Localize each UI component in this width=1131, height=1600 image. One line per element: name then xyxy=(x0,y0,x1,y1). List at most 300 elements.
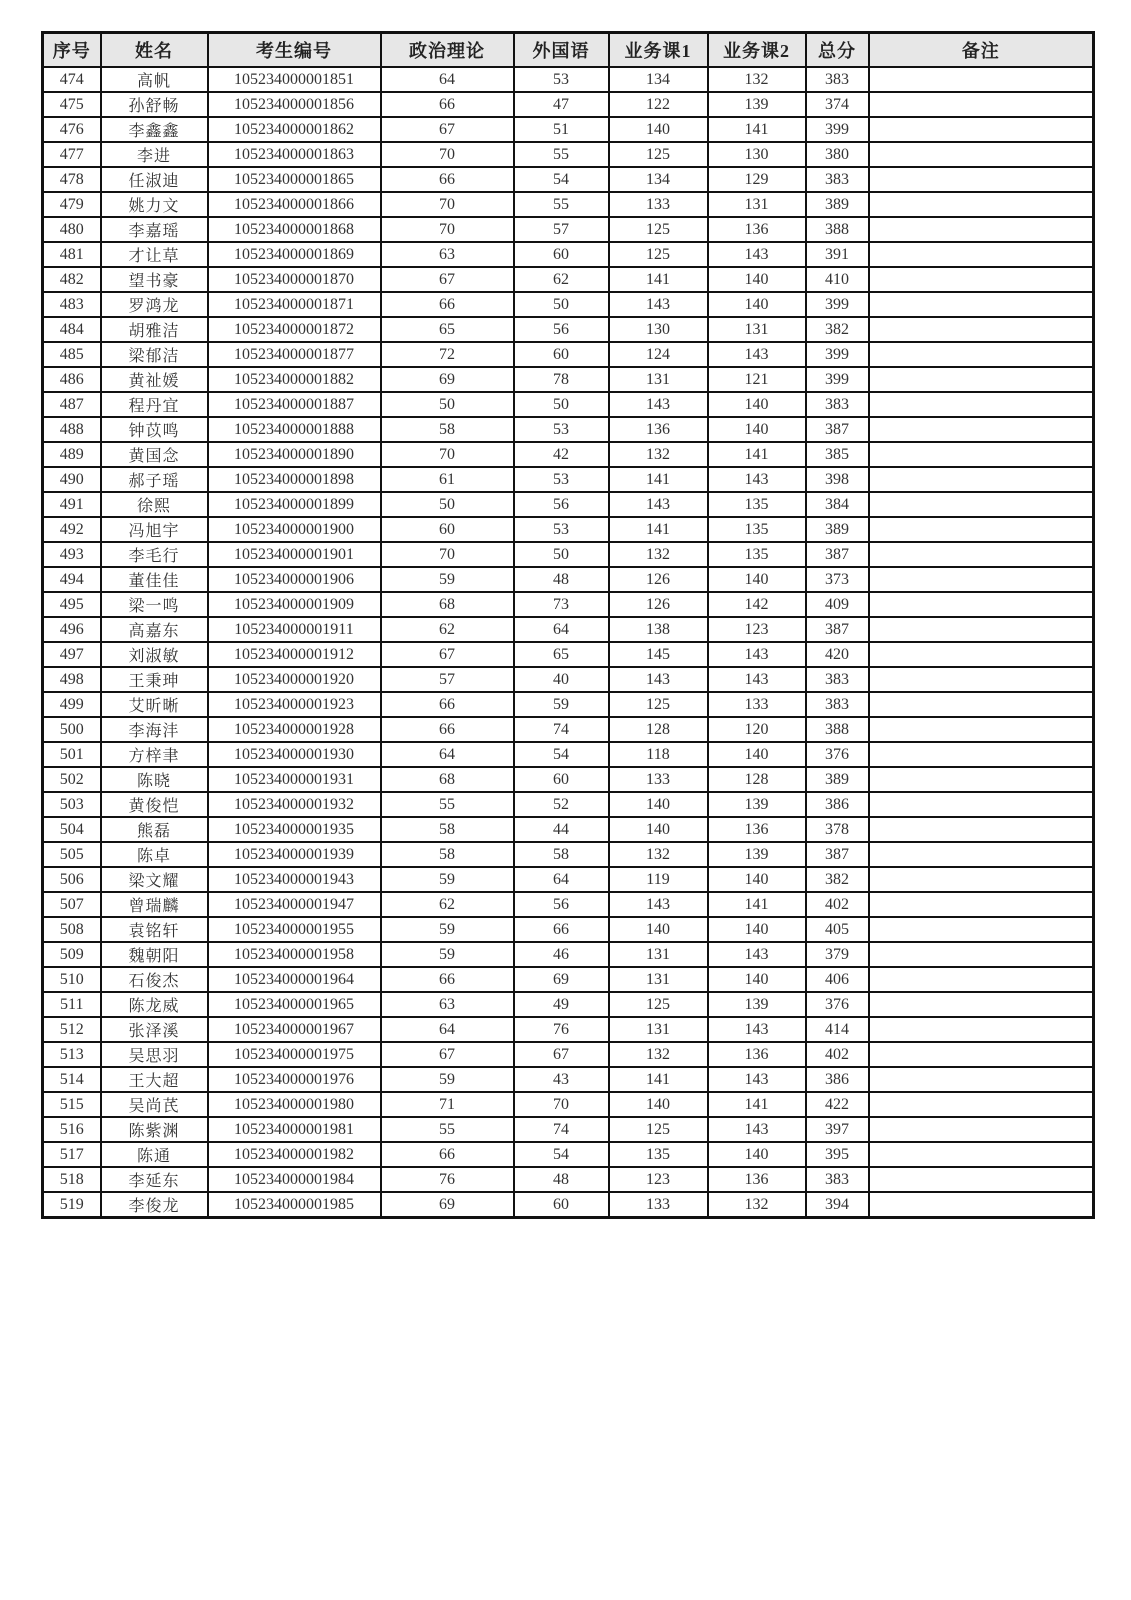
cell-remark xyxy=(869,992,1094,1017)
cell-candidate_id: 105234000001928 xyxy=(208,717,381,742)
cell-course1: 145 xyxy=(609,642,708,667)
table-row xyxy=(43,1067,1094,1092)
cell-foreign_lang: 40 xyxy=(514,667,609,692)
cell-total: 394 xyxy=(806,1192,869,1218)
cell-name: 李鑫鑫 xyxy=(101,117,208,142)
cell-name: 曾瑞麟 xyxy=(101,892,208,917)
cell-foreign_lang: 57 xyxy=(514,217,609,242)
cell-course1: 122 xyxy=(609,92,708,117)
cell-remark xyxy=(869,242,1094,267)
table-row xyxy=(43,667,1094,692)
cell-foreign_lang: 42 xyxy=(514,442,609,467)
cell-course2: 136 xyxy=(708,817,806,842)
cell-remark xyxy=(869,192,1094,217)
cell-course2: 140 xyxy=(708,742,806,767)
cell-foreign_lang: 70 xyxy=(514,1092,609,1117)
cell-course2: 135 xyxy=(708,542,806,567)
cell-candidate_id: 105234000001870 xyxy=(208,267,381,292)
cell-total: 399 xyxy=(806,117,869,142)
cell-remark xyxy=(869,1192,1094,1218)
cell-foreign_lang: 73 xyxy=(514,592,609,617)
cell-total: 387 xyxy=(806,842,869,867)
table-row xyxy=(43,492,1094,517)
cell-course1: 141 xyxy=(609,467,708,492)
cell-course2: 136 xyxy=(708,1042,806,1067)
cell-foreign_lang: 54 xyxy=(514,742,609,767)
table-row xyxy=(43,567,1094,592)
table-row xyxy=(43,817,1094,842)
cell-candidate_id: 105234000001943 xyxy=(208,867,381,892)
cell-course1: 133 xyxy=(609,1192,708,1218)
cell-name: 刘淑敏 xyxy=(101,642,208,667)
cell-name: 姚力文 xyxy=(101,192,208,217)
cell-seq: 494 xyxy=(43,567,101,592)
cell-course1: 119 xyxy=(609,867,708,892)
cell-foreign_lang: 58 xyxy=(514,842,609,867)
cell-course2: 131 xyxy=(708,317,806,342)
cell-seq: 497 xyxy=(43,642,101,667)
cell-foreign_lang: 46 xyxy=(514,942,609,967)
cell-seq: 486 xyxy=(43,367,101,392)
table-row xyxy=(43,642,1094,667)
cell-seq: 502 xyxy=(43,767,101,792)
cell-foreign_lang: 64 xyxy=(514,867,609,892)
cell-name: 黄国念 xyxy=(101,442,208,467)
cell-politics: 70 xyxy=(381,217,514,242)
cell-candidate_id: 105234000001901 xyxy=(208,542,381,567)
cell-course2: 128 xyxy=(708,767,806,792)
cell-foreign_lang: 69 xyxy=(514,967,609,992)
cell-name: 董佳佳 xyxy=(101,567,208,592)
cell-course1: 140 xyxy=(609,117,708,142)
cell-seq: 483 xyxy=(43,292,101,317)
cell-course2: 140 xyxy=(708,867,806,892)
cell-foreign_lang: 60 xyxy=(514,1192,609,1218)
cell-course2: 140 xyxy=(708,967,806,992)
cell-seq: 500 xyxy=(43,717,101,742)
column-header-politics: 政治理论 xyxy=(381,33,514,68)
cell-politics: 70 xyxy=(381,192,514,217)
cell-total: 383 xyxy=(806,167,869,192)
table-row xyxy=(43,717,1094,742)
cell-course2: 123 xyxy=(708,617,806,642)
cell-candidate_id: 105234000001930 xyxy=(208,742,381,767)
cell-total: 420 xyxy=(806,642,869,667)
table-row xyxy=(43,767,1094,792)
cell-candidate_id: 105234000001931 xyxy=(208,767,381,792)
cell-total: 414 xyxy=(806,1017,869,1042)
cell-politics: 67 xyxy=(381,117,514,142)
cell-politics: 59 xyxy=(381,567,514,592)
cell-candidate_id: 105234000001985 xyxy=(208,1192,381,1218)
cell-seq: 481 xyxy=(43,242,101,267)
cell-seq: 518 xyxy=(43,1167,101,1192)
cell-seq: 505 xyxy=(43,842,101,867)
cell-total: 387 xyxy=(806,417,869,442)
cell-politics: 62 xyxy=(381,892,514,917)
cell-name: 陈通 xyxy=(101,1142,208,1167)
table-row xyxy=(43,392,1094,417)
cell-total: 422 xyxy=(806,1092,869,1117)
cell-politics: 69 xyxy=(381,1192,514,1218)
cell-candidate_id: 105234000001912 xyxy=(208,642,381,667)
cell-remark xyxy=(869,792,1094,817)
cell-name: 陈卓 xyxy=(101,842,208,867)
table-row xyxy=(43,917,1094,942)
cell-course1: 140 xyxy=(609,917,708,942)
cell-remark xyxy=(869,892,1094,917)
cell-candidate_id: 105234000001911 xyxy=(208,617,381,642)
table-row xyxy=(43,417,1094,442)
cell-remark xyxy=(869,592,1094,617)
cell-name: 吴思羽 xyxy=(101,1042,208,1067)
cell-course1: 131 xyxy=(609,967,708,992)
cell-remark xyxy=(869,642,1094,667)
cell-name: 孙舒畅 xyxy=(101,92,208,117)
cell-foreign_lang: 76 xyxy=(514,1017,609,1042)
table-row xyxy=(43,292,1094,317)
cell-total: 389 xyxy=(806,517,869,542)
cell-total: 374 xyxy=(806,92,869,117)
cell-course2: 139 xyxy=(708,992,806,1017)
cell-foreign_lang: 51 xyxy=(514,117,609,142)
cell-course1: 125 xyxy=(609,692,708,717)
cell-candidate_id: 105234000001955 xyxy=(208,917,381,942)
cell-seq: 478 xyxy=(43,167,101,192)
cell-remark xyxy=(869,542,1094,567)
cell-remark xyxy=(869,742,1094,767)
cell-name: 程丹宜 xyxy=(101,392,208,417)
cell-total: 399 xyxy=(806,292,869,317)
cell-course2: 140 xyxy=(708,417,806,442)
cell-foreign_lang: 43 xyxy=(514,1067,609,1092)
cell-course1: 140 xyxy=(609,817,708,842)
cell-total: 387 xyxy=(806,617,869,642)
cell-seq: 514 xyxy=(43,1067,101,1092)
cell-candidate_id: 105234000001981 xyxy=(208,1117,381,1142)
cell-course2: 135 xyxy=(708,517,806,542)
table-row xyxy=(43,1092,1094,1117)
cell-course1: 132 xyxy=(609,442,708,467)
cell-candidate_id: 105234000001865 xyxy=(208,167,381,192)
cell-remark xyxy=(869,1117,1094,1142)
cell-name: 张泽溪 xyxy=(101,1017,208,1042)
cell-course2: 142 xyxy=(708,592,806,617)
cell-politics: 64 xyxy=(381,742,514,767)
cell-course2: 135 xyxy=(708,492,806,517)
cell-candidate_id: 105234000001923 xyxy=(208,692,381,717)
cell-candidate_id: 105234000001899 xyxy=(208,492,381,517)
cell-name: 李毛行 xyxy=(101,542,208,567)
cell-seq: 479 xyxy=(43,192,101,217)
cell-remark xyxy=(869,692,1094,717)
cell-course2: 130 xyxy=(708,142,806,167)
cell-course2: 143 xyxy=(708,242,806,267)
cell-total: 395 xyxy=(806,1142,869,1167)
cell-seq: 503 xyxy=(43,792,101,817)
cell-course2: 139 xyxy=(708,792,806,817)
cell-remark xyxy=(869,492,1094,517)
cell-candidate_id: 105234000001947 xyxy=(208,892,381,917)
cell-seq: 513 xyxy=(43,1042,101,1067)
table-row xyxy=(43,542,1094,567)
table-row xyxy=(43,92,1094,117)
cell-remark xyxy=(869,1017,1094,1042)
cell-candidate_id: 105234000001965 xyxy=(208,992,381,1017)
cell-candidate_id: 105234000001888 xyxy=(208,417,381,442)
cell-remark xyxy=(869,517,1094,542)
cell-course2: 141 xyxy=(708,117,806,142)
cell-seq: 515 xyxy=(43,1092,101,1117)
cell-remark xyxy=(869,417,1094,442)
cell-total: 379 xyxy=(806,942,869,967)
cell-candidate_id: 105234000001868 xyxy=(208,217,381,242)
cell-course2: 143 xyxy=(708,667,806,692)
cell-remark xyxy=(869,317,1094,342)
cell-course2: 143 xyxy=(708,1117,806,1142)
cell-course1: 124 xyxy=(609,342,708,367)
cell-course2: 132 xyxy=(708,67,806,92)
cell-total: 398 xyxy=(806,467,869,492)
cell-total: 406 xyxy=(806,967,869,992)
cell-politics: 58 xyxy=(381,417,514,442)
table-row xyxy=(43,1142,1094,1167)
cell-foreign_lang: 60 xyxy=(514,242,609,267)
cell-candidate_id: 105234000001866 xyxy=(208,192,381,217)
cell-course2: 140 xyxy=(708,567,806,592)
cell-course1: 128 xyxy=(609,717,708,742)
table-row xyxy=(43,117,1094,142)
cell-foreign_lang: 50 xyxy=(514,542,609,567)
cell-remark xyxy=(869,567,1094,592)
cell-politics: 60 xyxy=(381,517,514,542)
cell-foreign_lang: 62 xyxy=(514,267,609,292)
cell-course2: 132 xyxy=(708,1192,806,1218)
cell-candidate_id: 105234000001976 xyxy=(208,1067,381,1092)
cell-candidate_id: 105234000001862 xyxy=(208,117,381,142)
cell-remark xyxy=(869,442,1094,467)
cell-name: 才让草 xyxy=(101,242,208,267)
cell-candidate_id: 105234000001869 xyxy=(208,242,381,267)
cell-candidate_id: 105234000001909 xyxy=(208,592,381,617)
cell-politics: 55 xyxy=(381,792,514,817)
cell-total: 405 xyxy=(806,917,869,942)
cell-name: 熊磊 xyxy=(101,817,208,842)
cell-foreign_lang: 56 xyxy=(514,317,609,342)
cell-course1: 126 xyxy=(609,567,708,592)
cell-foreign_lang: 55 xyxy=(514,192,609,217)
table-row xyxy=(43,617,1094,642)
cell-course2: 131 xyxy=(708,192,806,217)
cell-remark xyxy=(869,92,1094,117)
cell-politics: 58 xyxy=(381,817,514,842)
cell-course1: 125 xyxy=(609,1117,708,1142)
cell-candidate_id: 105234000001882 xyxy=(208,367,381,392)
cell-total: 373 xyxy=(806,567,869,592)
cell-course1: 140 xyxy=(609,792,708,817)
cell-name: 石俊杰 xyxy=(101,967,208,992)
cell-course1: 141 xyxy=(609,267,708,292)
cell-candidate_id: 105234000001975 xyxy=(208,1042,381,1067)
cell-course1: 136 xyxy=(609,417,708,442)
table-row xyxy=(43,942,1094,967)
cell-foreign_lang: 66 xyxy=(514,917,609,942)
table-row xyxy=(43,367,1094,392)
cell-remark xyxy=(869,667,1094,692)
cell-course1: 143 xyxy=(609,667,708,692)
cell-politics: 66 xyxy=(381,717,514,742)
cell-name: 梁文耀 xyxy=(101,867,208,892)
cell-course2: 143 xyxy=(708,1067,806,1092)
cell-course1: 125 xyxy=(609,992,708,1017)
cell-name: 望书豪 xyxy=(101,267,208,292)
column-header-name: 姓名 xyxy=(101,33,208,68)
cell-course2: 143 xyxy=(708,942,806,967)
cell-politics: 64 xyxy=(381,1017,514,1042)
cell-politics: 67 xyxy=(381,267,514,292)
cell-total: 376 xyxy=(806,992,869,1017)
cell-politics: 68 xyxy=(381,767,514,792)
cell-remark xyxy=(869,817,1094,842)
cell-total: 397 xyxy=(806,1117,869,1142)
cell-candidate_id: 105234000001958 xyxy=(208,942,381,967)
cell-foreign_lang: 53 xyxy=(514,467,609,492)
table-row xyxy=(43,442,1094,467)
cell-name: 黄祉媛 xyxy=(101,367,208,392)
cell-seq: 482 xyxy=(43,267,101,292)
cell-foreign_lang: 53 xyxy=(514,517,609,542)
cell-seq: 496 xyxy=(43,617,101,642)
cell-remark xyxy=(869,292,1094,317)
cell-total: 389 xyxy=(806,192,869,217)
cell-foreign_lang: 54 xyxy=(514,1142,609,1167)
cell-remark xyxy=(869,767,1094,792)
cell-course2: 136 xyxy=(708,1167,806,1192)
cell-total: 383 xyxy=(806,67,869,92)
cell-course1: 141 xyxy=(609,517,708,542)
cell-name: 胡雅洁 xyxy=(101,317,208,342)
cell-candidate_id: 105234000001964 xyxy=(208,967,381,992)
table-row xyxy=(43,867,1094,892)
cell-seq: 487 xyxy=(43,392,101,417)
cell-politics: 70 xyxy=(381,542,514,567)
cell-seq: 474 xyxy=(43,67,101,92)
cell-course2: 143 xyxy=(708,1017,806,1042)
cell-politics: 66 xyxy=(381,1142,514,1167)
cell-candidate_id: 105234000001898 xyxy=(208,467,381,492)
cell-course1: 132 xyxy=(609,542,708,567)
cell-seq: 492 xyxy=(43,517,101,542)
cell-course2: 143 xyxy=(708,342,806,367)
cell-politics: 66 xyxy=(381,967,514,992)
cell-politics: 66 xyxy=(381,292,514,317)
cell-course1: 131 xyxy=(609,367,708,392)
table-row xyxy=(43,467,1094,492)
cell-course1: 126 xyxy=(609,592,708,617)
cell-foreign_lang: 55 xyxy=(514,142,609,167)
cell-foreign_lang: 44 xyxy=(514,817,609,842)
cell-total: 399 xyxy=(806,367,869,392)
column-header-course1: 业务课1 xyxy=(609,33,708,68)
cell-candidate_id: 105234000001980 xyxy=(208,1092,381,1117)
cell-foreign_lang: 54 xyxy=(514,167,609,192)
cell-name: 方梓聿 xyxy=(101,742,208,767)
cell-course2: 140 xyxy=(708,267,806,292)
cell-name: 冯旭宇 xyxy=(101,517,208,542)
cell-foreign_lang: 64 xyxy=(514,617,609,642)
cell-name: 袁铭轩 xyxy=(101,917,208,942)
cell-name: 陈晓 xyxy=(101,767,208,792)
cell-course1: 125 xyxy=(609,217,708,242)
cell-politics: 76 xyxy=(381,1167,514,1192)
cell-foreign_lang: 50 xyxy=(514,292,609,317)
cell-politics: 59 xyxy=(381,917,514,942)
cell-politics: 62 xyxy=(381,617,514,642)
cell-name: 王大超 xyxy=(101,1067,208,1092)
cell-course2: 133 xyxy=(708,692,806,717)
cell-total: 382 xyxy=(806,317,869,342)
cell-foreign_lang: 78 xyxy=(514,367,609,392)
cell-seq: 508 xyxy=(43,917,101,942)
cell-politics: 70 xyxy=(381,142,514,167)
cell-seq: 499 xyxy=(43,692,101,717)
cell-politics: 66 xyxy=(381,692,514,717)
cell-candidate_id: 105234000001939 xyxy=(208,842,381,867)
cell-course1: 135 xyxy=(609,1142,708,1167)
cell-remark xyxy=(869,1167,1094,1192)
cell-foreign_lang: 65 xyxy=(514,642,609,667)
cell-politics: 67 xyxy=(381,1042,514,1067)
cell-remark xyxy=(869,167,1094,192)
cell-candidate_id: 105234000001967 xyxy=(208,1017,381,1042)
cell-total: 385 xyxy=(806,442,869,467)
cell-name: 李海沣 xyxy=(101,717,208,742)
cell-politics: 57 xyxy=(381,667,514,692)
cell-politics: 55 xyxy=(381,1117,514,1142)
cell-name: 郝子瑶 xyxy=(101,467,208,492)
cell-total: 388 xyxy=(806,217,869,242)
cell-course2: 143 xyxy=(708,467,806,492)
cell-total: 402 xyxy=(806,892,869,917)
cell-total: 383 xyxy=(806,667,869,692)
cell-seq: 504 xyxy=(43,817,101,842)
cell-seq: 510 xyxy=(43,967,101,992)
table-row xyxy=(43,842,1094,867)
cell-foreign_lang: 47 xyxy=(514,92,609,117)
cell-course2: 120 xyxy=(708,717,806,742)
cell-candidate_id: 105234000001863 xyxy=(208,142,381,167)
cell-foreign_lang: 53 xyxy=(514,67,609,92)
cell-seq: 509 xyxy=(43,942,101,967)
cell-remark xyxy=(869,1142,1094,1167)
cell-foreign_lang: 74 xyxy=(514,1117,609,1142)
cell-politics: 72 xyxy=(381,342,514,367)
cell-course2: 140 xyxy=(708,917,806,942)
cell-course1: 134 xyxy=(609,67,708,92)
table-row xyxy=(43,1167,1094,1192)
cell-name: 魏朝阳 xyxy=(101,942,208,967)
cell-politics: 61 xyxy=(381,467,514,492)
column-header-course2: 业务课2 xyxy=(708,33,806,68)
table-body xyxy=(43,67,1094,1218)
cell-name: 陈紫渊 xyxy=(101,1117,208,1142)
cell-candidate_id: 105234000001877 xyxy=(208,342,381,367)
table-row xyxy=(43,317,1094,342)
cell-seq: 489 xyxy=(43,442,101,467)
cell-course1: 131 xyxy=(609,942,708,967)
header-row xyxy=(43,33,1094,68)
cell-name: 李延东 xyxy=(101,1167,208,1192)
